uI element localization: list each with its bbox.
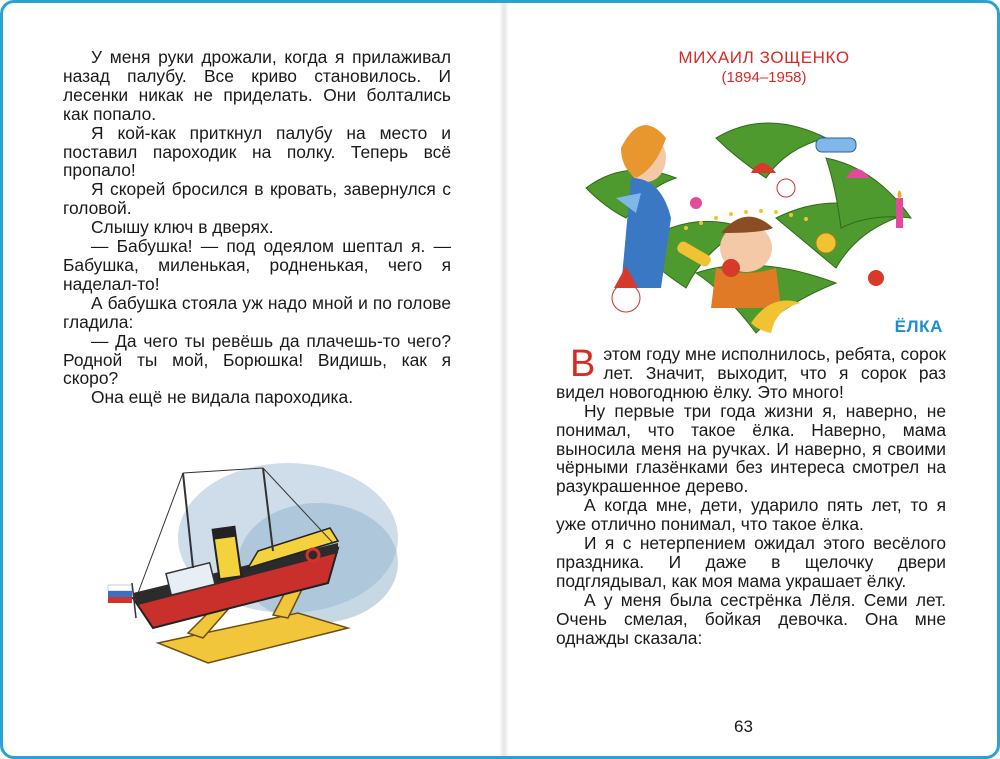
story-title: ЁЛКА [894,317,943,336]
author-years: (1894–1958) [721,69,807,86]
first-paragraph-text: этом году мне исполнилось, ребята, сорок лет. Значит, выходит, что я сорок раз видел новогоднюю ёлку. Это много! [556,344,946,402]
paragraph: И я с нетерпением ожидал этого весёлого праздника. И даже в щелочку двери подглядывал, как моя мама украшает ёлку. [556,533,946,591]
paragraph: Ну первые три года жизни я, наверно, не понимал, что такое ёлка. Наверно, мама выносила меня на ручках. И наверно, я своими чёрными глазёнками без интереса смотрел на разукрашенное дерево. [556,400,946,497]
paragraph: — Да чего ты ревёшь да плачешь-то чего? Родной ты мой, Борюшка! Видишь, как я скоро? [63,330,451,389]
author-heading [644,47,884,87]
left-page-text [63,48,451,407]
page-number: 63 [734,717,753,736]
paragraph: Она ещё не видала пароходика. [91,387,354,408]
paragraph: А когда мне, дети, ударило пять лет, то я уже отлично понимал, что такое ёлка. [556,495,946,535]
author-name: МИХАИЛ ЗОЩЕНКО [678,48,850,67]
drop-cap: В [570,343,596,385]
paragraph-first [556,345,946,402]
right-page-text [556,345,946,648]
paragraph: А у меня была сестрёнка Лёля. Семи лет. Очень смелая, бойкая девочка. Она мне однажды сказала: [556,589,946,648]
paragraph: Слышу ключ в дверях. [91,217,274,238]
paragraph: Я кой-как приткнул палубу на место и поставил пароходик на полку. Теперь всё пропало! [63,122,451,181]
left-page [3,3,501,756]
paragraph: У меня руки дрожали, когда я прилаживал назад палубу. Все криво становилось. И лесенки никак не приделать. Они болтались как попало. [63,47,451,124]
paragraph: Я скорей бросился в кровать, завернулся с головой. [63,179,451,219]
toy-steamship-illustration [98,443,398,673]
christmas-tree-illustration [576,98,921,338]
right-page [506,3,997,756]
paragraph: — Бабушка! — под одеялом шептал я. — Бабушка, миленькая, родненькая, чего я наделал-то! [63,236,451,294]
paragraph: А бабушка стояла уж надо мной и по голове гладила: [63,292,451,332]
